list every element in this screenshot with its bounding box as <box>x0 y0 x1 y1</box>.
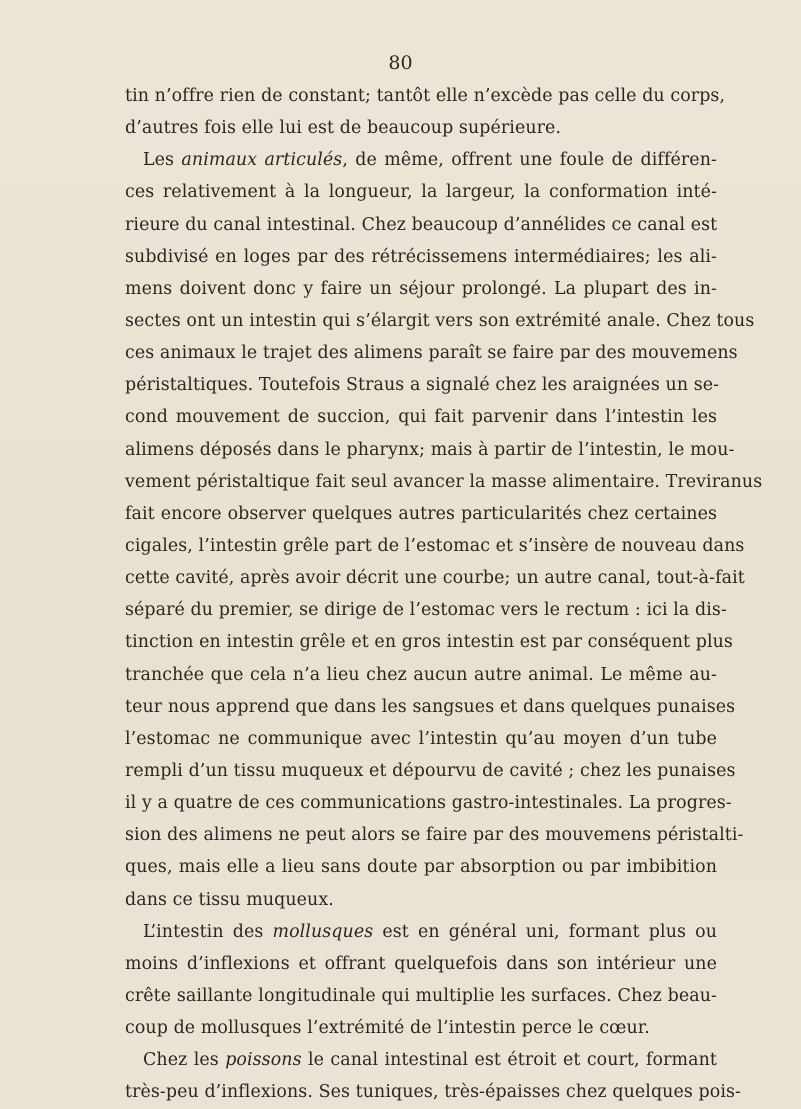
text-line: séparé du premier, se dirige de l’estomac vers le rectum : ici la dis- <box>125 600 727 621</box>
text-line: dans ce tissu muqueux. <box>125 889 334 910</box>
text-line: tranchée que cela n’a lieu chez aucun autre animal. Le même au- <box>125 664 717 685</box>
text-line: rieure du canal intestinal. Chez beaucoup d’annélides ce canal est <box>125 214 718 235</box>
text-line: subdivisé en loges par des rétrécissemens intermédiaires; les ali- <box>125 246 717 267</box>
text-line: cigales, l’intestin grêle part de l’estomac et s’insère de nouveau dans <box>125 535 745 556</box>
text-line: Les animaux articulés, de même, offrent une foule de différen- <box>143 150 717 171</box>
text-line: ces relativement à la longueur, la largeur, la conformation inté- <box>125 182 717 203</box>
text-line: ces animaux le trajet des alimens paraît se faire par des mouvemens <box>125 343 738 364</box>
text-line: sion des alimens ne peut alors se faire par des mouvemens péristalti- <box>125 825 744 846</box>
text-line: fait encore observer quelques autres particularités chez certaines <box>125 503 717 524</box>
text-line: cette cavité, après avoir décrit une courbe; un autre canal, tout-à-fait <box>125 568 745 589</box>
text-line: rempli d’un tissu muqueux et dépourvu de cavité ; chez les punaises <box>125 760 736 781</box>
text-line: teur nous apprend que dans les sangsues et dans quelques punaises <box>125 696 736 717</box>
text-line: ques, mais elle a lieu sans doute par absorption ou par imbibition <box>125 857 717 878</box>
text-line: sectes ont un intestin qui s’élargit vers son extrémité anale. Chez tous <box>125 310 755 331</box>
text-line: mens doivent donc y faire un séjour prolongé. La plupart des in- <box>125 278 717 299</box>
text-line: il y a quatre de ces communications gastro-intestinales. La progres- <box>125 793 732 814</box>
text-line: vement péristaltique fait seul avancer la masse alimentaire. Treviranus <box>125 471 763 492</box>
text-line: cond mouvement de succion, qui fait parvenir dans l’intestin les <box>125 407 717 428</box>
text-line: moins d’inflexions et offrant quelquefois dans son intérieur une <box>125 953 717 974</box>
text-line: tin n’offre rien de constant; tantôt elle n’excède pas celle du corps, <box>125 86 726 106</box>
text-line: tinction en intestin grêle et en gros intestin est par conséquent plus <box>125 632 733 653</box>
text-line: d’autres fois elle lui est de beaucoup supérieure. <box>125 118 562 139</box>
text-line: péristaltiques. Toutefois Straus a signalé chez les araignées un se- <box>125 375 720 396</box>
text-line: très-peu d’inflexions. Ses tuniques, très-épaisses chez quelques pois- <box>125 1082 741 1103</box>
text-line: coup de mollusques l’extrémité de l’intestin perce le cœur. <box>125 1018 650 1039</box>
text-line: Chez les poissons le canal intestinal est étroit et court, formant <box>143 1050 717 1071</box>
text-line: crête saillante longitudinale qui multiplie les surfaces. Chez beau- <box>125 985 717 1006</box>
body-text <box>125 80 763 1109</box>
page-number: 80 <box>388 52 413 74</box>
text-line: L’intestin des mollusques est en général uni, formant plus ou <box>143 921 717 942</box>
text-line: alimens déposés dans le pharynx; mais à partir de l’intestin, le mou- <box>125 439 735 460</box>
italic-term: animaux articulés <box>181 150 343 171</box>
italic-term: mollusques <box>272 921 374 942</box>
text-line: l’estomac ne communique avec l’intestin qu’au moyen d’un tube <box>125 728 717 749</box>
italic-term: poissons <box>225 1050 302 1071</box>
